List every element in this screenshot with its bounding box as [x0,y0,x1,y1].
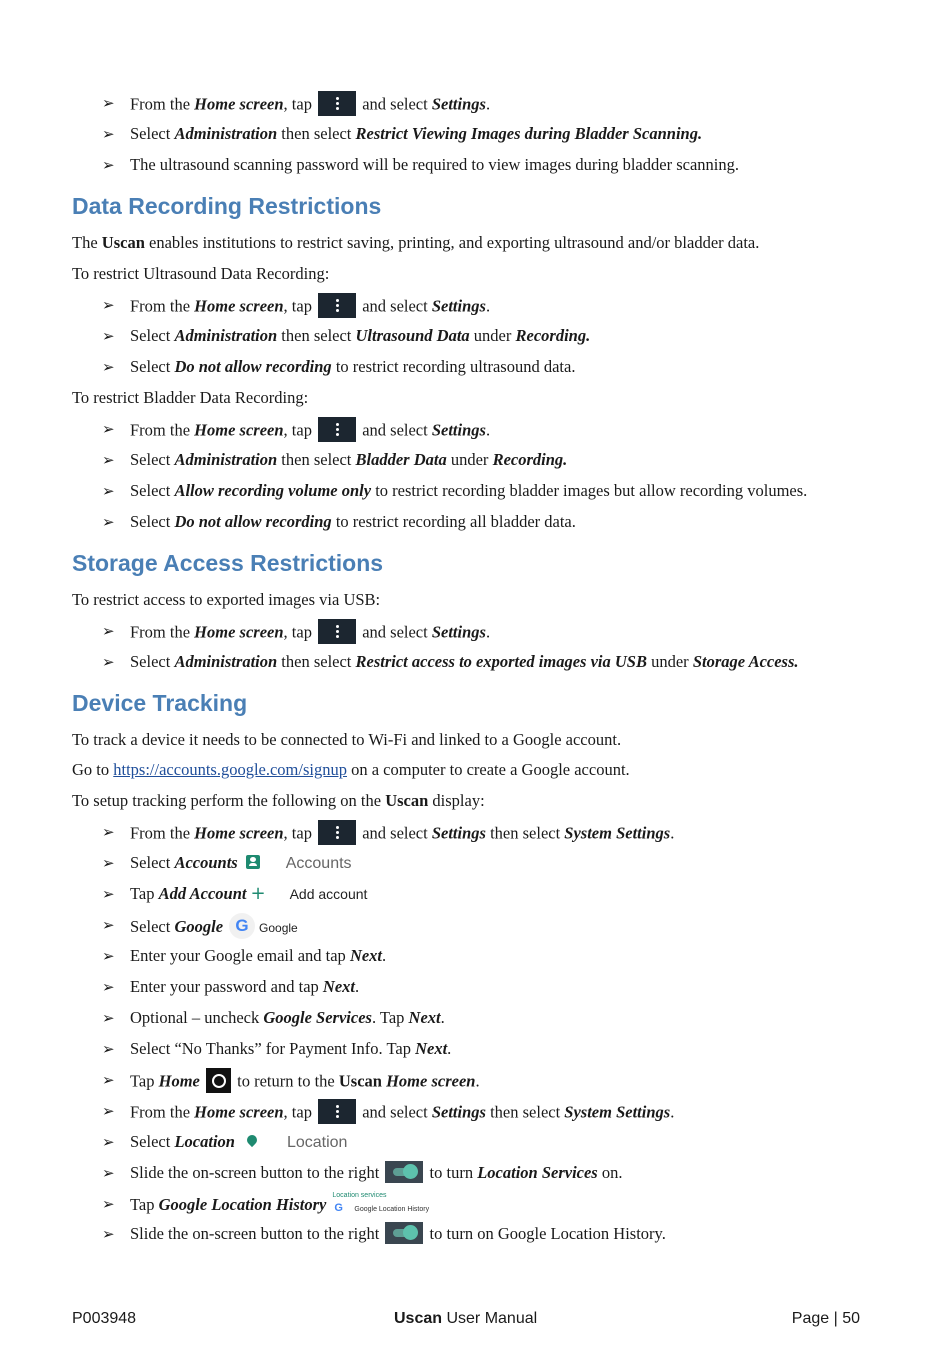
bullet-arrow-icon: ➢ [102,653,115,671]
paragraph: To restrict access to exported images via USB: [72,590,381,609]
bullet-arrow-icon: ➢ [102,1102,115,1120]
footer-doc-id: P003948 [72,1310,137,1327]
bullet-arrow-icon: ➢ [102,451,115,469]
accounts-icon [246,855,260,869]
menu-icon [318,820,356,845]
paragraph: The Uscan enables institutions to restrict saving, printing, and exporting ultrasound and/or bladder data. [72,233,760,252]
bullet-arrow-icon: ➢ [102,482,115,500]
bullet-arrow-icon: ➢ [102,94,115,112]
paragraph: Go to https://accounts.google.com/signup on a computer to create a Google account. [72,760,630,779]
paragraph: To track a device it needs to be connected to Wi-Fi and linked to a Google account. [72,730,622,749]
accounts-label: Accounts [285,855,352,872]
location-pin-icon [245,1133,259,1147]
menu-icon [318,417,356,442]
google-logo-icon: G [229,913,255,939]
bullet-arrow-icon: ➢ [102,885,115,903]
bullet-arrow-icon: ➢ [102,1009,115,1027]
footer-title: Uscan User Manual [394,1310,538,1327]
plus-icon: + [250,883,266,904]
paragraph: To setup tracking perform the following on the Uscan display: [72,791,485,810]
google-label: Google [259,920,298,935]
menu-icon [318,91,356,116]
menu-icon [318,293,356,318]
home-button-icon [206,1068,231,1093]
bullet-arrow-icon: ➢ [102,358,115,376]
location-history-thumbnail: Location services G Google Location History [332,1186,442,1210]
location-label: Location [286,1134,348,1151]
bullet-arrow-icon: ➢ [102,327,115,345]
menu-icon [318,619,356,644]
bullet-arrow-icon: ➢ [102,1195,115,1213]
bullet-arrow-icon: ➢ [102,1164,115,1182]
google-signup-link[interactable]: https://accounts.google.com/signup [113,760,347,779]
bullet-arrow-icon: ➢ [102,125,115,143]
bullet-arrow-icon: ➢ [102,916,115,934]
bullet-arrow-icon: ➢ [102,1071,115,1089]
toggle-switch-icon [385,1161,423,1183]
heading-data-recording: Data Recording Restrictions [72,193,382,219]
bullet-arrow-icon: ➢ [102,823,115,841]
bullet-arrow-icon: ➢ [102,1040,115,1058]
menu-icon [318,1099,356,1124]
google-logo-icon: G [334,1202,343,1214]
bullet-arrow-icon: ➢ [102,1225,115,1243]
heading-storage-access: Storage Access Restrictions [72,550,384,576]
bullet-arrow-icon: ➢ [102,1133,115,1151]
toggle-switch-icon [385,1222,423,1244]
add-account-label: Add account [289,886,368,902]
bullet-arrow-icon: ➢ [102,420,115,438]
subheading-ultrasound: To restrict Ultrasound Data Recording: [72,264,330,283]
bullet-arrow-icon: ➢ [102,156,115,174]
heading-device-tracking: Device Tracking [72,690,248,716]
bullet-arrow-icon: ➢ [102,947,115,965]
footer-page-number: Page | 50 [791,1310,860,1327]
bullet-arrow-icon: ➢ [102,978,115,996]
bullet-arrow-icon: ➢ [102,513,115,531]
bullet-arrow-icon: ➢ [102,622,115,640]
bullet-arrow-icon: ➢ [102,296,115,314]
bullet-arrow-icon: ➢ [102,854,115,872]
subheading-bladder: To restrict Bladder Data Recording: [72,388,309,407]
